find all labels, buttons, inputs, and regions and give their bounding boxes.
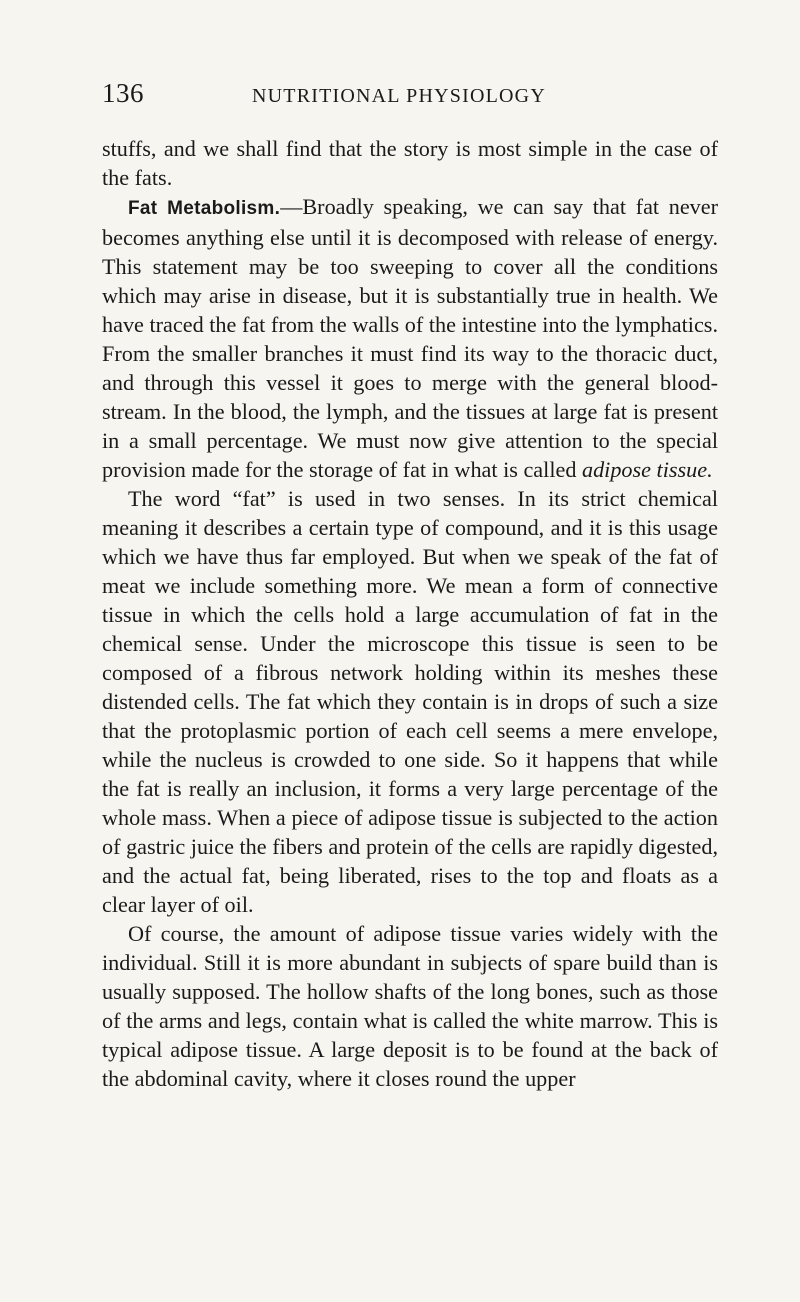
- paragraph-fat-metabolism: [102, 192, 718, 484]
- page-number: 136: [102, 78, 144, 108]
- body-text: [102, 134, 718, 1093]
- paragraph-4: Of course, the amount of adipose tissue varies widely with the individual. Still it is more abundant in subjects of spare build than is usually supposed. The hollow shafts of the long bones, such as those of the arms and legs, contain what is called the white marrow. This is typical adipose tissue. A large deposit is to be found at the back of the abdominal cavity, where it closes round the upper: [102, 921, 718, 1091]
- section-heading: Fat Metabolism.: [128, 198, 281, 219]
- italic-term: adipose tissue.: [581, 457, 713, 482]
- book-page: [102, 78, 718, 1093]
- paragraph-2-text: —Broadly speaking, we can say that fat never becomes anything else until it is decomposed with release of energy. This statement may be too sweeping to cover all the conditions which may arise in disease, but it is substantially true in health. We have traced the fat from the walls of the intestine into the lymphatics. From the smaller branches it must find its way to the thoracic duct, and through this vessel it goes to merge with the general blood-stream. In the blood, the lymph, and the tissues at large fat is present in a small percentage. We must now give attention to the special provision made for the storage of fat in what is called: [102, 194, 719, 482]
- running-head: NUTRITIONAL PHYSIOLOGY: [252, 85, 546, 107]
- paragraph-1: stuffs, and we shall find that the story is most simple in the case of the fats.: [102, 136, 718, 190]
- paragraph-3: The word “fat” is used in two senses. In its strict chemical meaning it describes a certain type of compound, and it is this usage which we have thus far employed. But when we speak of the fat of meat we include something more. We mean a form of connective tissue in which the cells hold a large accumulation of fat in the chemical sense. Under the microscope this tissue is seen to be composed of a fibrous network holding within its meshes these distended cells. The fat which they contain is in drops of such a size that the protoplasmic portion of each cell seems a mere envelope, while the nucleus is crowded to one side. So it happens that while the fat is really an inclusion, it forms a very large percentage of the whole mass. When a piece of adipose tissue is subjected to the action of gastric juice the fibers and protein of the cells are rapidly digested, and the actual fat, being liberated, rises to the top and floats as a clear layer of oil.: [102, 486, 718, 917]
- page-header: [102, 78, 718, 114]
